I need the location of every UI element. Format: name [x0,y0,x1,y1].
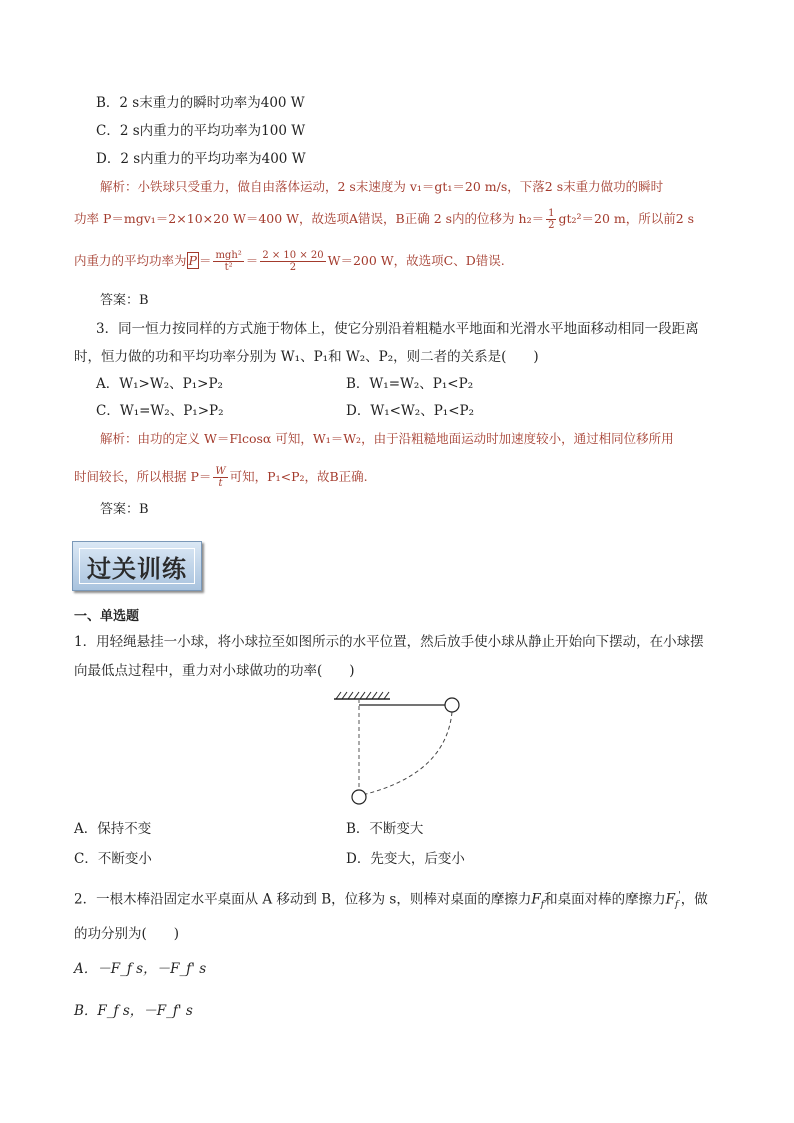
q2-option-b[interactable]: B．F_f s，－F_f' s [74,1003,193,1019]
frac-denominator: 2 [548,220,555,231]
average-power-symbol: P [188,253,197,268]
prev-answer: 答案：B [100,293,149,308]
swing-arc [366,712,452,794]
q1-option-c[interactable]: C．不断变小 [74,851,152,867]
pendulum-figure [328,688,468,810]
q3-option-c[interactable]: C．W₁=W₂、P₁>P₂ [96,403,224,419]
q1-stem-line-2: 向最低点过程中，重力对小球做功的功率( ) [74,663,355,679]
prev-exp-l3-text-a: 内重力的平均功率为 [74,253,187,268]
ball-bottom [352,790,366,804]
frac-numerator: 1 [548,208,555,219]
ball-start [445,698,459,712]
prev-option-c[interactable]: C．2 s内重力的平均功率为100 W [96,123,306,139]
banner-title: 过关训练 [79,548,195,584]
q3-stem-line-1: 3．同一恒力按同样的方式施于物体上，使它分别沿着粗糙水平地面和光滑水平地面移动相同一段距离 [96,321,699,337]
q3-explanation-line-1: 解析：由功的定义 W＝Flcosα 可知，W₁＝W₂，由于沿粗糙地面运动时加速度较小，通过相同位移所用 [100,431,674,446]
frac-denominator: t² [224,262,233,273]
q1-stem-line-1: 1．用轻绳悬挂一小球，将小球拉至如图所示的水平位置，然后放手使小球从静止开始向下摆动，在小球摆 [74,634,704,650]
q3-stem-line-2: 时，恒力做的功和平均功率分别为 W₁、P₁和 W₂、P₂，则二者的关系是( ) [74,349,539,365]
prev-exp-l3-text-b: W＝200 W，故选项C、D错误. [327,253,505,268]
frac-denominator: 2 [289,262,297,273]
section-banner [72,541,202,591]
prev-explanation-line-2 [74,208,694,231]
frac-numerator: mgh² [215,250,242,261]
q1-option-b[interactable]: B．不断变大 [346,821,424,837]
prime-mark: ' [678,891,681,901]
q2-stem-line-1 [74,887,708,914]
q3-exp-l2-text-b: 可知，P₁<P₂，故B正确. [229,469,368,484]
q3-option-a[interactable]: A．W₁>W₂、P₁>P₂ [96,376,223,392]
ceiling-hatch [334,692,390,699]
frac-numerator: W [215,466,226,477]
q3-exp-l2-text-a: 时间较长，所以根据 P＝ [74,469,212,484]
friction-subscript: f [540,900,545,911]
section-title: 一、单选题 [74,609,140,624]
q1-option-a[interactable]: A．保持不变 [74,821,152,837]
q2-stem-text-c: ，做 [680,891,708,908]
q3-explanation-line-2 [74,466,368,489]
prev-exp-l2-text-b: gt₂²＝20 m，所以前2 s [558,211,695,226]
prev-option-d[interactable]: D．2 s内重力的平均功率为400 W [96,151,306,167]
fraction-numeric [260,250,325,273]
q2-option-a[interactable]: A．－F_f s，－F_f' s [74,961,207,977]
fraction-w-over-t [213,466,227,489]
q2-stem-text-a: 2．一根木棒沿固定水平桌面从 A 移动到 B，位移为 s，则棒对桌面的摩擦力 [74,891,532,908]
frac-denominator: t [218,478,223,489]
q3-answer: 答案：B [100,502,149,517]
q2-stem-line-2: 的功分别为( ) [74,926,180,942]
prev-explanation-line-1: 解析：小铁球只受重力，做自由落体运动，2 s末速度为 v₁＝gt₁＝20 m/s，下落2 s末重力做功的瞬时 [100,179,664,194]
friction-symbol-2: F [665,891,675,908]
equals-sign: ＝ [245,253,259,268]
q3-option-d[interactable]: D．W₁<W₂、P₁<P₂ [346,403,475,419]
fraction-one-half [546,208,556,231]
prev-explanation-line-3 [74,250,505,273]
prev-option-b[interactable]: B．2 s末重力的瞬时功率为400 W [96,95,305,111]
frac-numerator: 2 × 10 × 20 [262,250,324,261]
q1-option-d[interactable]: D．先变大，后变小 [346,851,465,867]
q2-stem-text-b: 和桌面对棒的摩擦力 [544,891,666,908]
fraction-mgh-over-t2 [213,250,243,273]
prev-exp-l2-text-a: 功率 P＝mgv₁＝2×10×20 W＝400 W，故选项A错误，B正确 2 s内的位移为 h₂＝ [74,211,545,226]
equals-sign: ＝ [198,253,212,268]
q3-option-b[interactable]: B．W₁=W₂、P₁<P₂ [346,376,474,392]
friction-symbol: F [531,891,541,908]
friction-subscript-2: f [674,900,679,911]
